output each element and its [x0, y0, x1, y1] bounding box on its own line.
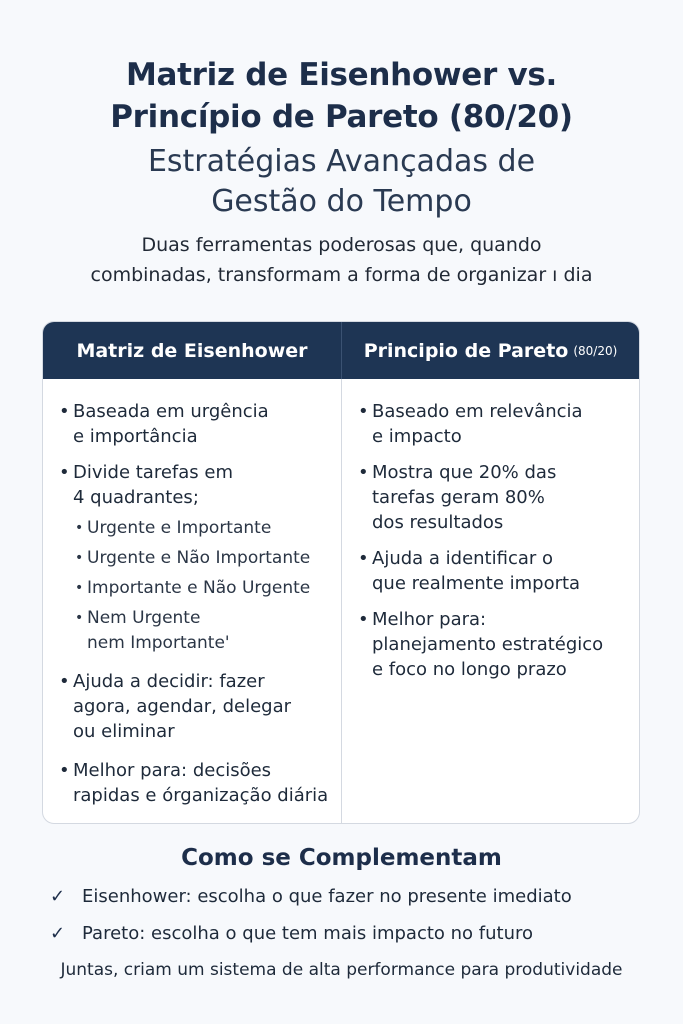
pareto-bullet-basis	[358, 399, 625, 449]
complement-item-eisenhower	[50, 886, 572, 907]
table-body	[43, 379, 639, 824]
header-pareto-label: Principio de Pareto	[363, 339, 569, 362]
subtitle-line-1: Estratégias Avançadas de	[147, 144, 536, 179]
header-pareto-note: (80/20)	[573, 343, 618, 358]
bullet-line: e foco no longo prazo	[372, 659, 567, 680]
bullet-line: • Divide tarefas em	[73, 462, 233, 483]
eisenhower-bullet-decide	[59, 669, 327, 744]
header-pareto	[341, 322, 639, 379]
page-subtitle	[0, 142, 683, 222]
pareto-bullet-identify	[358, 546, 625, 596]
sub-line: • Nem Urgente	[87, 608, 201, 628]
bullet-line: e impacto	[372, 426, 462, 447]
checkmark-icon: ✓	[50, 923, 66, 944]
bullet-line: e importância	[73, 426, 198, 447]
eisenhower-bullet-basis	[59, 399, 327, 449]
bullet-line: dos resultados	[372, 512, 504, 533]
table-header	[43, 322, 639, 379]
intro-text	[40, 230, 643, 290]
complement-title: Como se Complementam	[181, 845, 502, 871]
comparison-table	[42, 321, 640, 824]
title-line-2: Princípio de Pareto (80/20)	[110, 99, 573, 135]
pareto-column	[341, 379, 639, 824]
pareto-bullet-80-20	[358, 460, 625, 535]
bullet-line: • Baseado em relevância	[372, 401, 583, 422]
footer-summary: Juntas, criam um sistema de alta performance para produtividade	[60, 960, 623, 980]
quadrant-neither	[59, 606, 327, 656]
bullet-line: • Melhor para: decisões	[73, 760, 272, 781]
sub-line: nem Importante'	[87, 633, 230, 653]
bullet-line: planejamento estratégico	[372, 634, 604, 655]
bullet-line: • Ajuda a decidir: fazer	[73, 671, 265, 692]
page-title	[0, 54, 683, 138]
header-eisenhower	[43, 322, 341, 379]
bullet-line: rapidas e órganização diária	[73, 785, 329, 806]
complement-item-text: Eisenhower: escolha o que fazer no presente imediato	[82, 886, 572, 907]
checkmark-icon: ✓	[50, 886, 66, 907]
bullet-line: • Melhor para:	[372, 609, 487, 630]
complement-item-text: Pareto: escolha o que tem mais impacto no futuro	[82, 923, 534, 944]
eisenhower-bullet-quadrants	[59, 460, 327, 510]
subtitle-line-2: Gestão do Tempo	[211, 184, 472, 219]
quadrant-urgent-not-important: • Urgente e Não Importante	[59, 546, 327, 571]
title-line-1: Matriz de Eisenhower vs.	[125, 57, 558, 93]
bullet-line: • Ajuda a identificar o	[372, 548, 554, 569]
bullet-line: • Mostra que 20% das	[372, 462, 557, 483]
bullet-line: que realmente importa	[372, 573, 581, 594]
intro-line-1: Duas ferramentas poderosas que, quando	[141, 234, 542, 256]
complement-item-pareto	[50, 923, 533, 944]
intro-line-2: combinadas, transformam a forma de organizar ı dia	[90, 264, 593, 286]
bullet-line: agora, agendar, delegar	[73, 696, 292, 717]
bullet-line: • Baseada em urgência	[73, 401, 269, 422]
quadrant-important-not-urgent: • Importante e Não Urgente	[59, 576, 327, 601]
eisenhower-bullet-best-for	[59, 758, 327, 808]
bullet-line: 4 quadrantes;	[73, 487, 199, 508]
bullet-line: ou eliminar	[73, 721, 175, 742]
eisenhower-column	[43, 379, 341, 824]
header-eisenhower-label: Matriz de Eisenhower	[76, 339, 308, 362]
pareto-bullet-best-for	[358, 607, 625, 682]
quadrant-urgent-important: • Urgente e Importante	[59, 516, 327, 541]
bullet-line: tarefas geram 80%	[372, 487, 545, 508]
